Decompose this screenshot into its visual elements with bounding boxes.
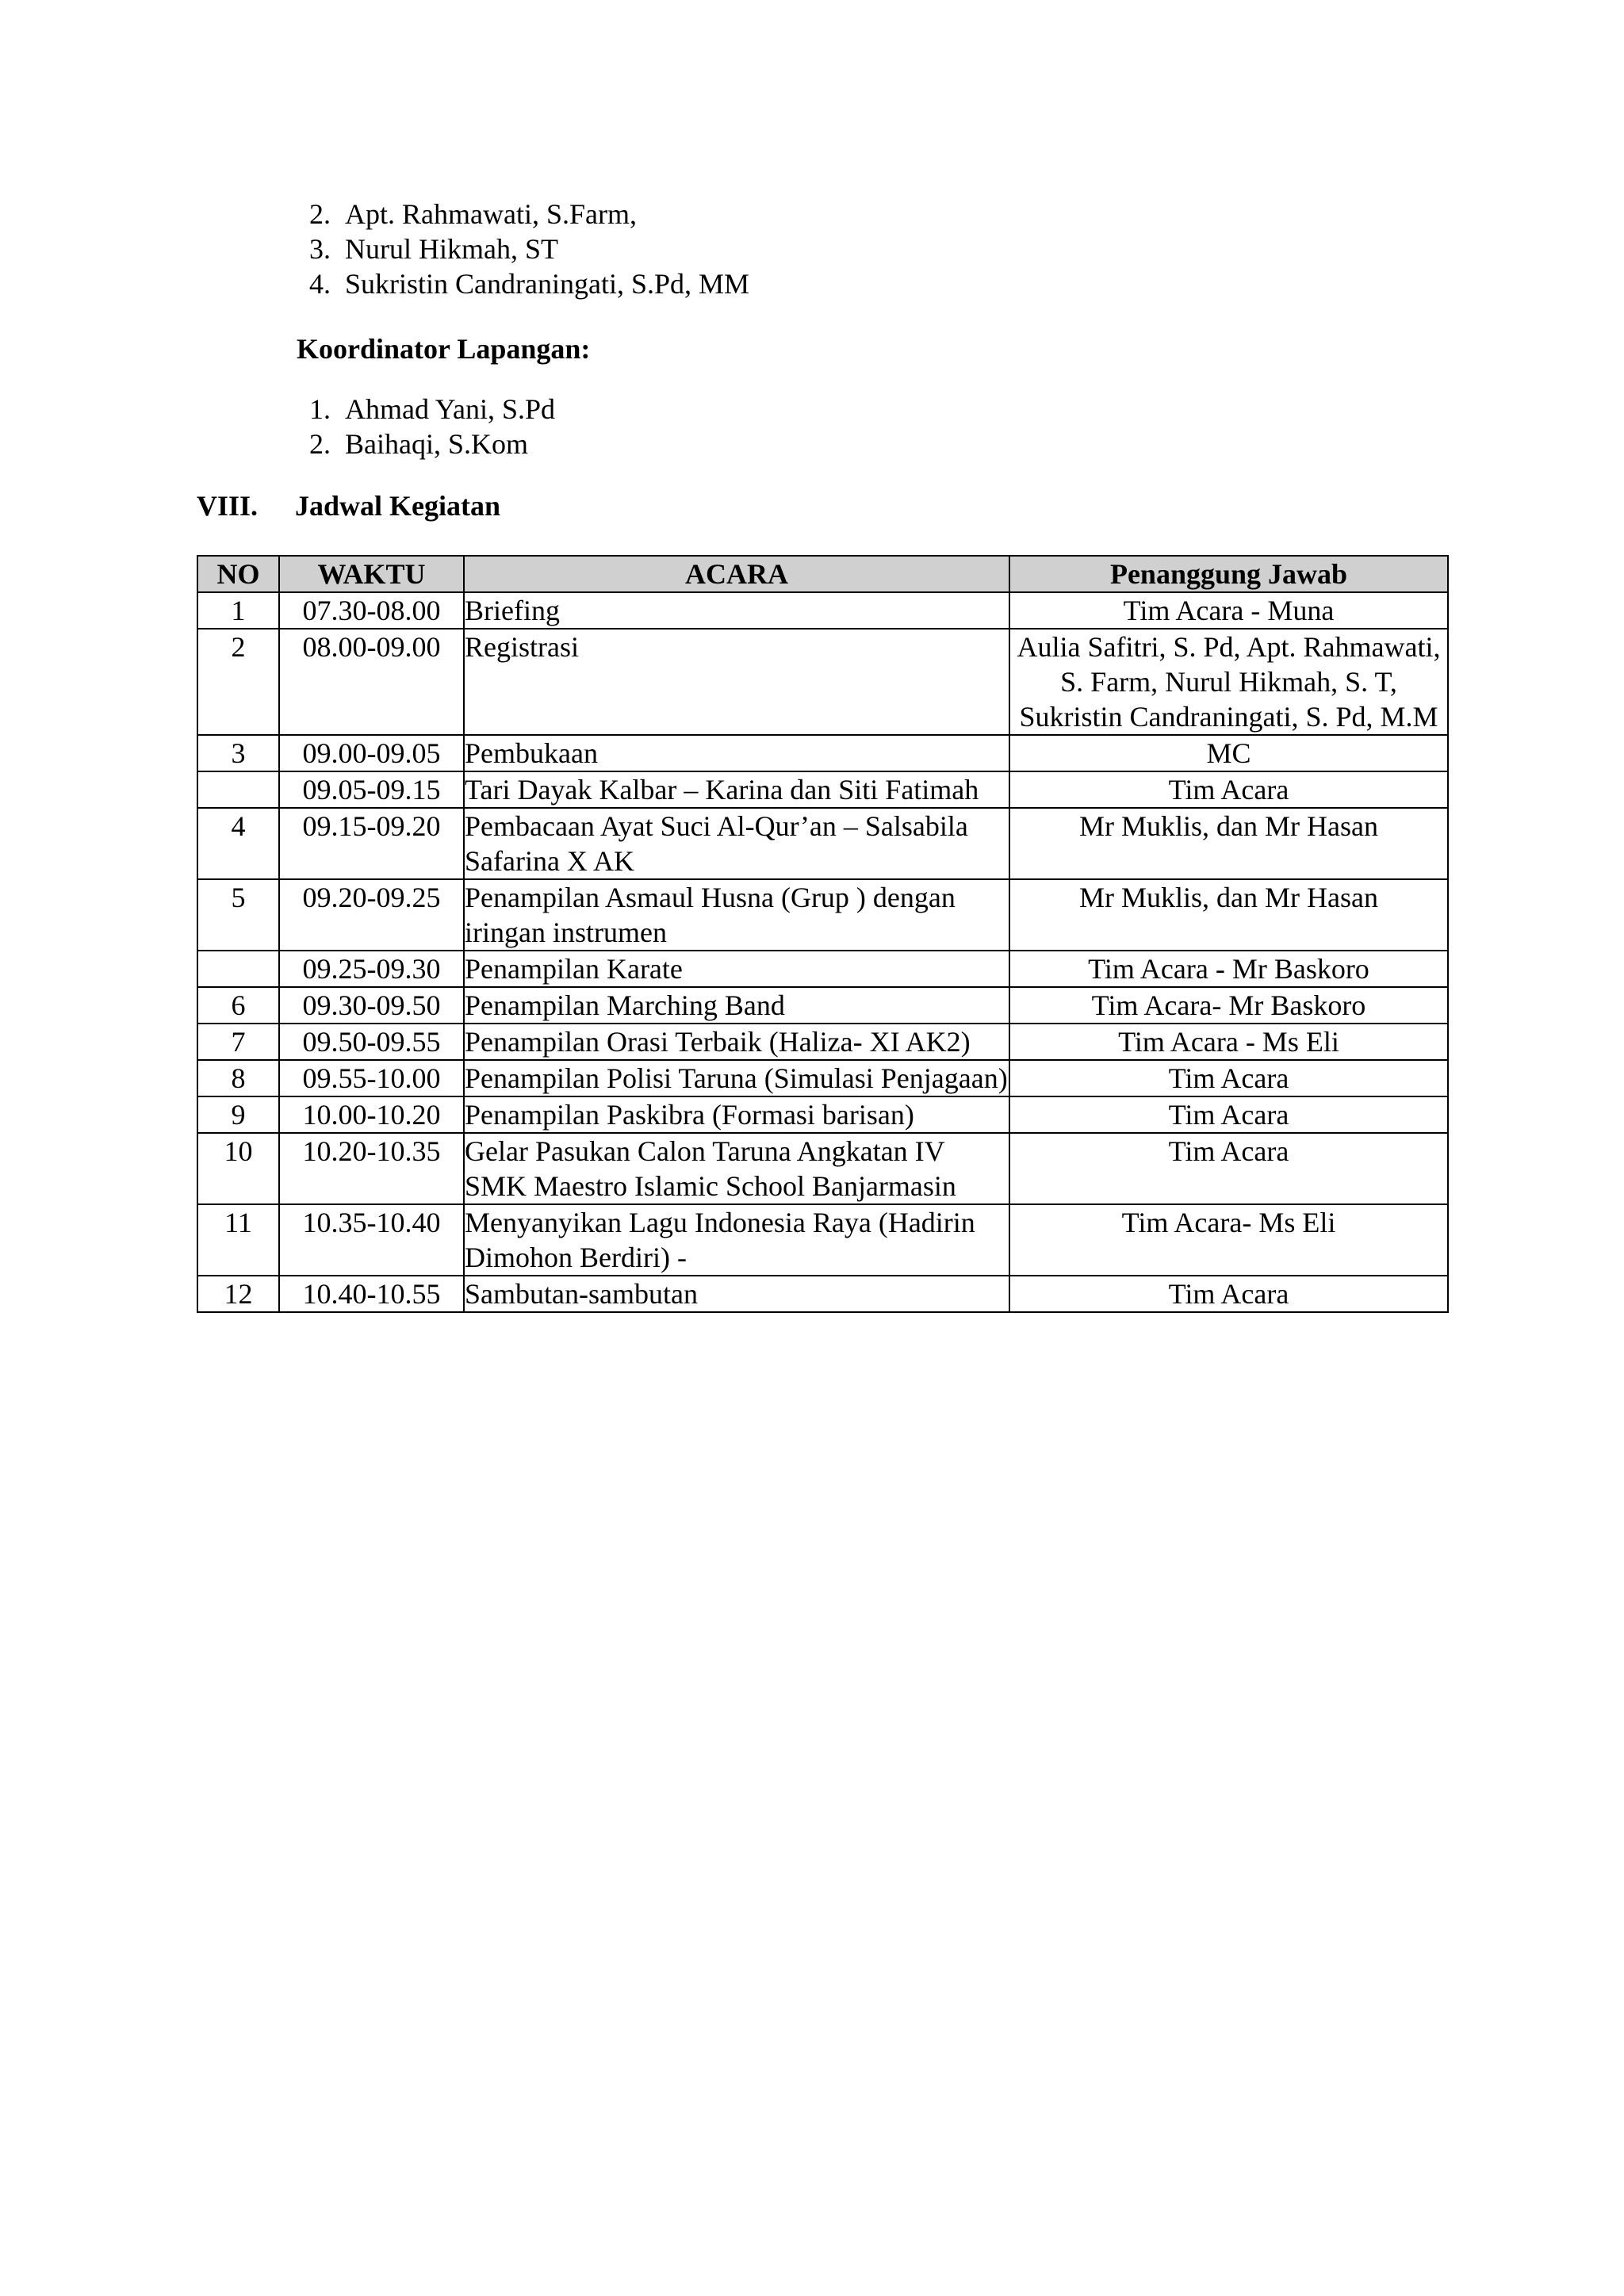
list-item: 1. Ahmad Yani, S.Pd <box>309 393 556 425</box>
cell-acara: Penampilan Orasi Terbaik (Haliza- XI AK2) <box>464 1024 1009 1060</box>
cell-waktu: 09.30-09.50 <box>279 987 464 1024</box>
cell-waktu: 09.00-09.05 <box>279 735 464 771</box>
field-coordinator-heading: Koordinator Lapangan: <box>297 333 591 365</box>
schedule-table <box>197 555 1449 1313</box>
cell-waktu: 09.50-09.55 <box>279 1024 464 1060</box>
header-acara: ACARA <box>464 556 1009 592</box>
cell-pj: Tim Acara- Ms Eli <box>1009 1204 1448 1276</box>
table-row <box>197 879 1448 951</box>
cell-pj: Aulia Safitri, S. Pd, Apt. Rahmawati, S. Farm, Nurul Hikmah, S. T, Sukristin Candraningati, S. Pd, M.M <box>1009 629 1448 735</box>
table-row <box>197 1276 1448 1312</box>
header-no: NO <box>197 556 279 592</box>
cell-acara: Briefing <box>464 592 1009 629</box>
cell-pj: Tim Acara - Ms Eli <box>1009 1024 1448 1060</box>
cell-waktu: 09.15-09.20 <box>279 808 464 879</box>
cell-no: 2 <box>197 629 279 735</box>
table-row <box>197 1133 1448 1204</box>
list-item: 2. Apt. Rahmawati, S.Farm, <box>309 198 637 230</box>
cell-pj: Mr Muklis, dan Mr Hasan <box>1009 808 1448 879</box>
table-row <box>197 592 1448 629</box>
cell-acara <box>464 1096 1009 1133</box>
cell-no: 4 <box>197 808 279 879</box>
header-penanggung-jawab: Penanggung Jawab <box>1009 556 1448 592</box>
cell-waktu: 10.35-10.40 <box>279 1204 464 1276</box>
cell-waktu: 09.25-09.30 <box>279 951 464 987</box>
cell-waktu: 08.00-09.00 <box>279 629 464 735</box>
cell-pj: Tim Acara <box>1009 1060 1448 1096</box>
table-row <box>197 1096 1448 1133</box>
cell-acara: Penampilan Karate <box>464 951 1009 987</box>
cell-acara: Sambutan-sambutan <box>464 1276 1009 1312</box>
cell-pj: Tim Acara <box>1009 771 1448 808</box>
cell-acara: Registrasi <box>464 629 1009 735</box>
table-row <box>197 629 1448 735</box>
cell-pj: Tim Acara- Mr Baskoro <box>1009 987 1448 1024</box>
cell-waktu: 09.20-09.25 <box>279 879 464 951</box>
cell-acara: Gelar Pasukan Calon Taruna Angkatan IV SMK Maestro Islamic School Banjarmasin <box>464 1133 1009 1204</box>
cell-pj: Tim Acara <box>1009 1276 1448 1312</box>
section-number: VIII. <box>197 490 259 522</box>
cell-no: 7 <box>197 1024 279 1060</box>
cell-waktu: 09.55-10.00 <box>279 1060 464 1096</box>
committee-list <box>282 197 749 301</box>
cell-no: 8 <box>197 1060 279 1096</box>
cell-no: 5 <box>197 879 279 951</box>
cell-pj: Mr Muklis, dan Mr Hasan <box>1009 879 1448 951</box>
table-row <box>197 735 1448 771</box>
table-row <box>197 951 1448 987</box>
acara-text: Menyanyikan Lagu Indonesia Raya (Hadirin Dimohon Berdiri) - <box>465 1207 975 1273</box>
cell-no <box>197 771 279 808</box>
cell-no: 11 <box>197 1204 279 1276</box>
field-coordinator-list <box>282 392 555 461</box>
cell-no: 12 <box>197 1276 279 1312</box>
cell-no: 1 <box>197 592 279 629</box>
cell-no: 9 <box>197 1096 279 1133</box>
table-row <box>197 1060 1448 1096</box>
table-row <box>197 771 1448 808</box>
list-item: 3. Nurul Hikmah, ST <box>309 233 558 265</box>
cell-pj: MC <box>1009 735 1448 771</box>
cell-waktu: 10.00-10.20 <box>279 1096 464 1133</box>
cell-no: 3 <box>197 735 279 771</box>
table-row <box>197 987 1448 1024</box>
acara-text: Penampilan Paskibra (Formasi barisan) <box>465 1099 914 1131</box>
cell-waktu: 10.20-10.35 <box>279 1133 464 1204</box>
table-row <box>197 808 1448 879</box>
table-row <box>197 1204 1448 1276</box>
cell-no <box>197 951 279 987</box>
cell-acara: Pembacaan Ayat Suci Al-Qur’an – Salsabila Safarina X AK <box>464 808 1009 879</box>
cell-acara: Penampilan Polisi Taruna (Simulasi Penjagaan) <box>464 1060 1009 1096</box>
cell-acara: Penampilan Marching Band <box>464 987 1009 1024</box>
cell-no: 6 <box>197 987 279 1024</box>
cell-no: 10 <box>197 1133 279 1204</box>
list-item: 2. Baihaqi, S.Kom <box>309 428 528 460</box>
cell-waktu: 10.40-10.55 <box>279 1276 464 1312</box>
table-row <box>197 1024 1448 1060</box>
cell-pj: Tim Acara - Mr Baskoro <box>1009 951 1448 987</box>
cell-acara: Penampilan Asmaul Husna (Grup ) dengan iringan instrumen <box>464 879 1009 951</box>
cell-waktu: 07.30-08.00 <box>279 592 464 629</box>
header-waktu: WAKTU <box>279 556 464 592</box>
cell-acara: Tari Dayak Kalbar – Karina dan Siti Fatimah <box>464 771 1009 808</box>
cell-pj: Tim Acara <box>1009 1133 1448 1204</box>
list-item: 4. Sukristin Candraningati, S.Pd, MM <box>309 268 750 300</box>
table-header-row <box>197 556 1448 592</box>
cell-acara: Pembukaan <box>464 735 1009 771</box>
cell-acara <box>464 1204 1009 1276</box>
cell-pj: Tim Acara <box>1009 1096 1448 1133</box>
cell-waktu: 09.05-09.15 <box>279 771 464 808</box>
section-title: Jadwal Kegiatan <box>295 490 501 522</box>
cell-pj: Tim Acara - Muna <box>1009 592 1448 629</box>
